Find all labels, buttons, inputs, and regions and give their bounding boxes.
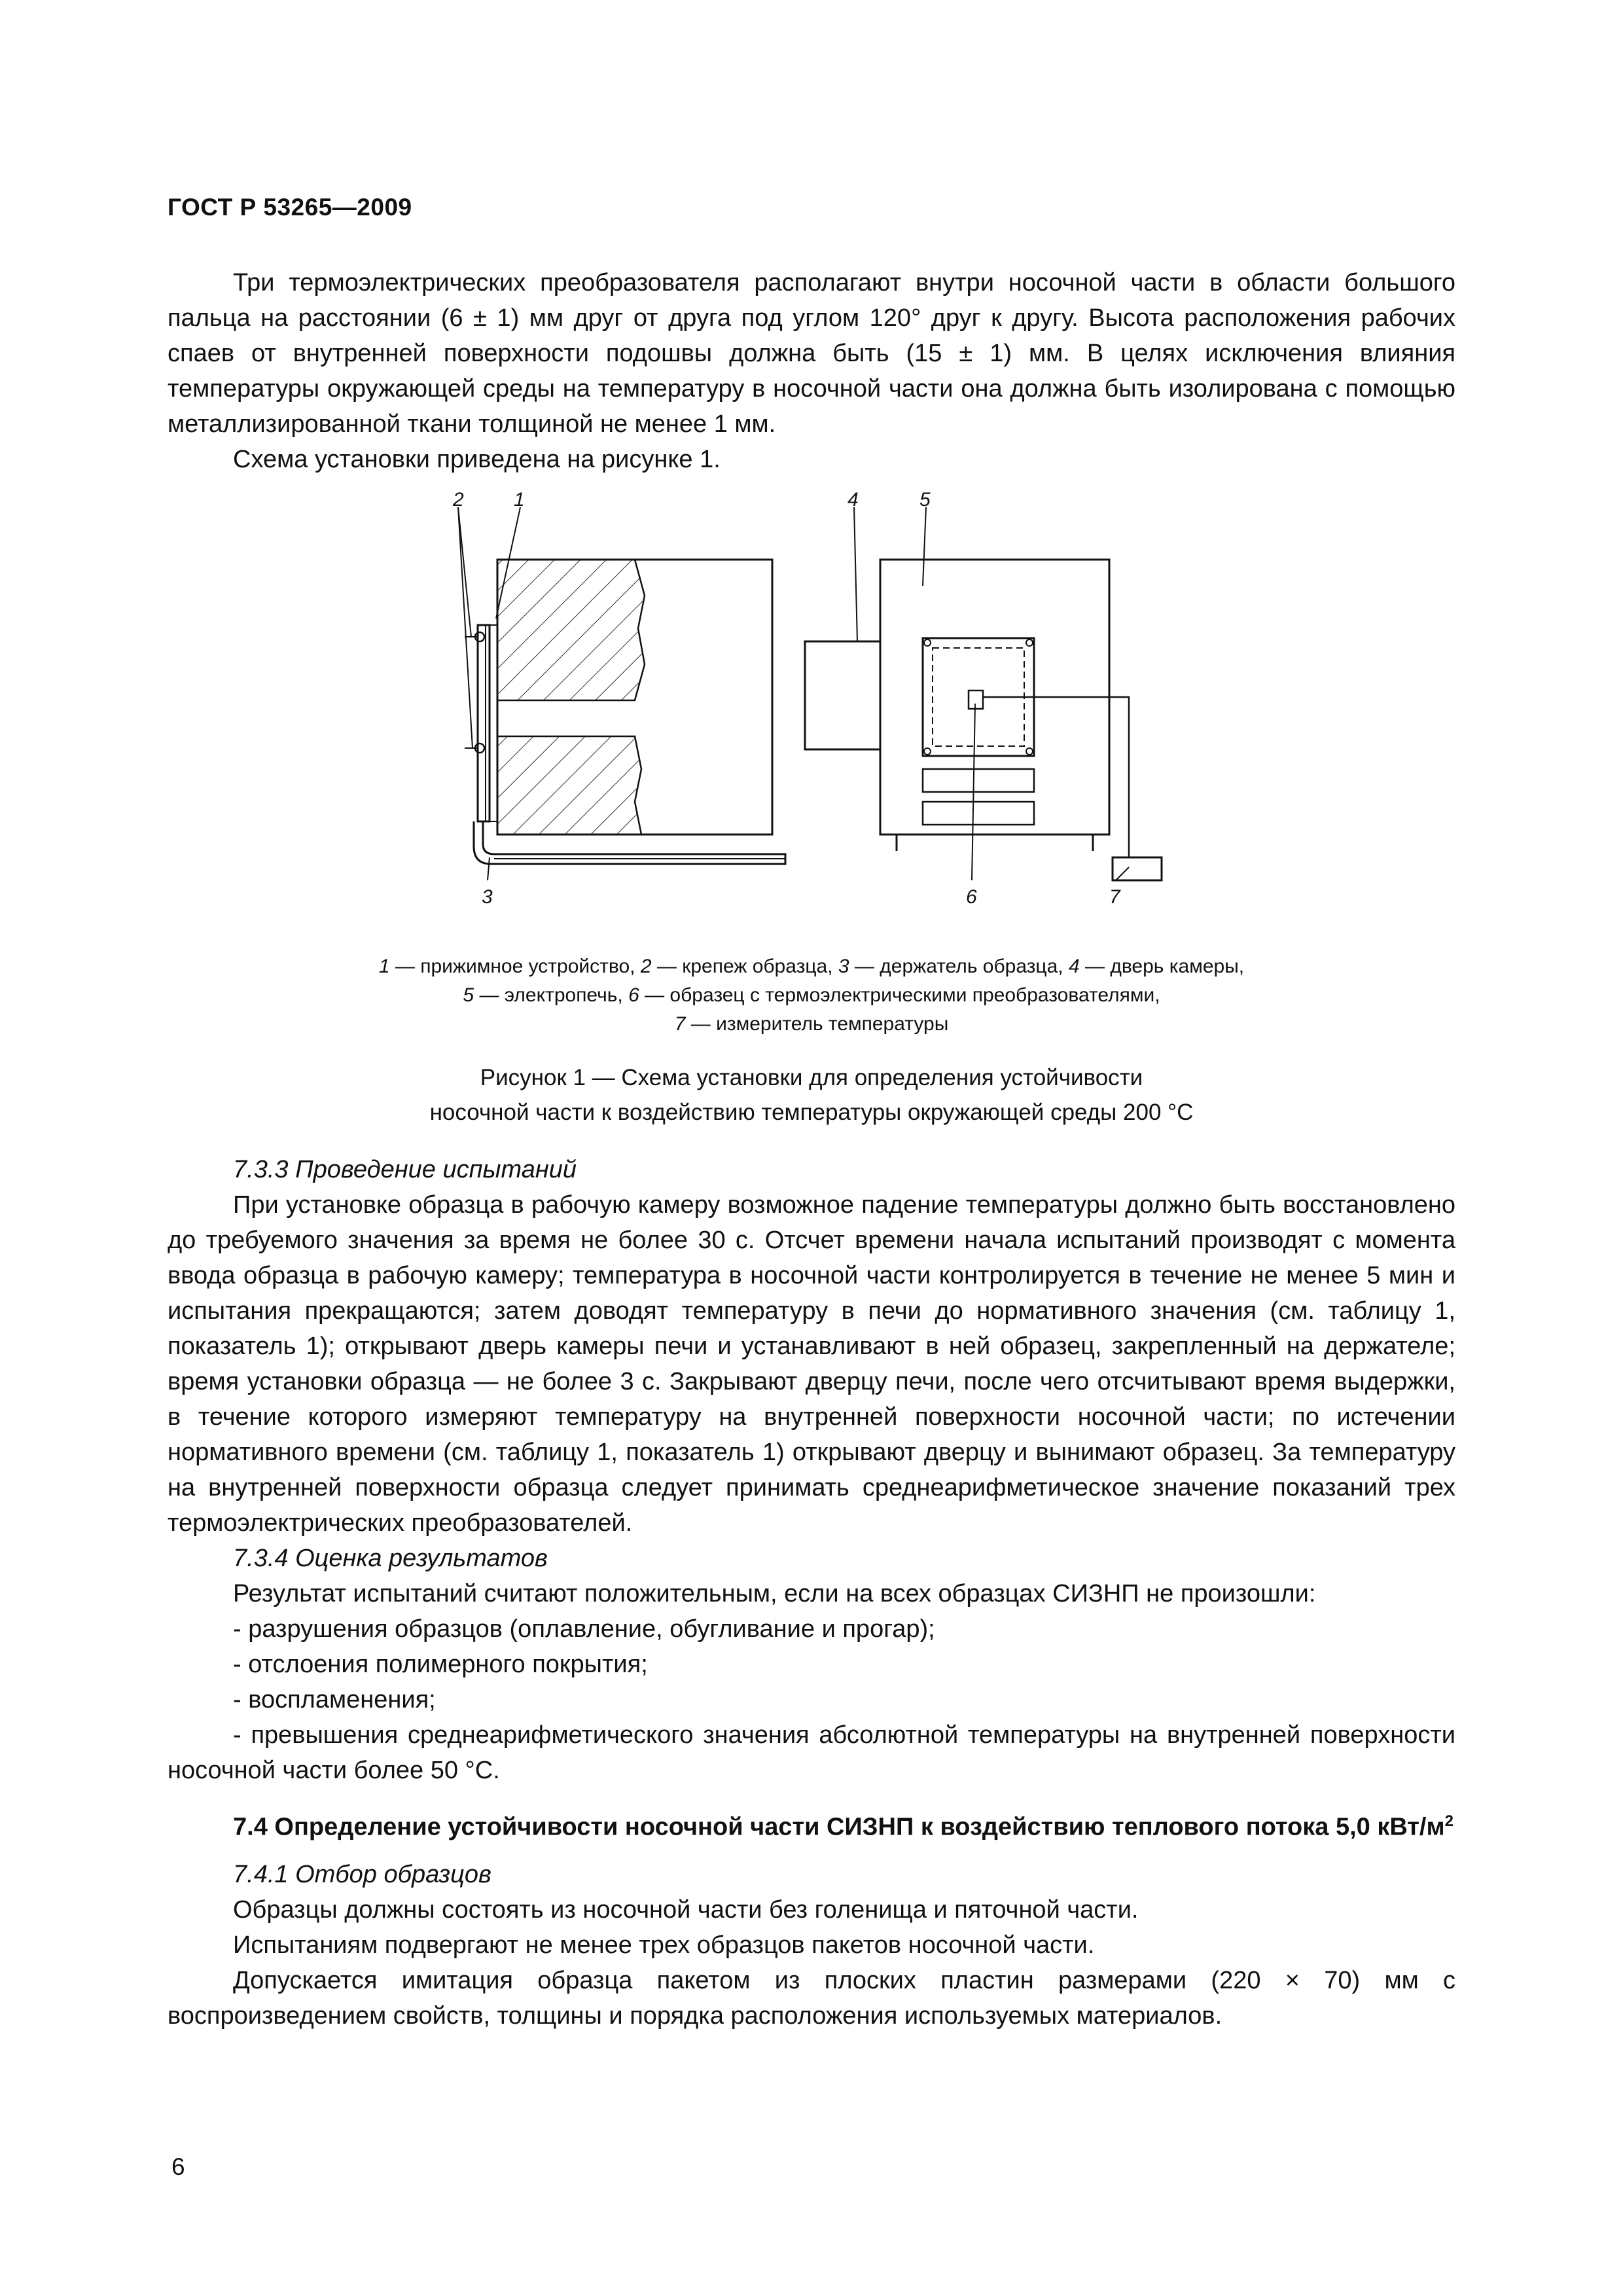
result-list-item-last: - превышения среднеарифметического значения абсолютной температуры на внутренней поверхности носочной части более 50 °С.: [168, 1721, 1455, 1784]
label-4: 4: [847, 489, 859, 511]
right-assembly: [805, 507, 1162, 880]
figure-legend: [168, 952, 1455, 1039]
clamping-plate: [478, 625, 490, 821]
label-2: 2: [453, 489, 464, 511]
section-7-4-1-p2: Испытаниям подвергают не менее трех образцов пакетов носочной части.: [233, 1931, 1095, 1959]
page-number: 6: [171, 2153, 185, 2180]
clamping-plate-inner: [486, 625, 497, 821]
sections-block: [168, 1152, 1455, 2034]
legend-line-2: 5 — электропечь, 6 — образец с термоэлектрическими преобразователями,: [463, 984, 1160, 1006]
thermocouple-wire: [983, 697, 1129, 857]
lower-panel-1: [923, 769, 1034, 792]
figure-reference: Схема установки приведена на рисунке 1.: [233, 446, 721, 473]
section-7-4-1-p3: Допускается имитация образца пакетом из плоских пластин размерами (220 × 70) мм с воспроизведением свойств, толщины и порядка расположения используемых материалов.: [168, 1966, 1455, 2030]
legend-line-3: 7 — измеритель температуры: [674, 1013, 949, 1035]
chamber-door: [805, 641, 880, 749]
specimen-with-thermocouples: [969, 691, 983, 709]
label-1: 1: [514, 489, 525, 511]
label-7: 7: [1109, 886, 1120, 908]
section-7-4-1-title: 7.4.1 Отбор образцов: [233, 1860, 491, 1888]
intro-block: [168, 265, 1455, 477]
standard-header: ГОСТ Р 53265—2009: [168, 194, 412, 221]
figure-caption: [168, 1060, 1455, 1130]
result-list-item: - воспламенения;: [233, 1686, 436, 1713]
section-7-3-3-text: При установке образца в рабочую камеру возможное падение температуры должно быть восстановлено до требуемого значения за время не более 30 с. Отсчет времени начала испытаний производят с момента ввода образца в рабочую камеру; температура в носочной части контролируется в течение не менее 5 мин и испытания прекращаются; затем доводят температуру в печи до нормативного значения (см. таблицу 1, показатель 1); открывают дверь камеры печи и устанавливают в ней образец, закрепленный на держателе; время установки образца — не более 3 с. Закрывают дверцу печи, после чего отсчитывают время выдержки, в течение которого измеряют температуру на внутренней поверхности носочной части; по истечении нормативного времени (см. таблицу 1, показатель 1) открывают дверцу и вынимают образец. За температуру на внутренней поверхности образца следует принимать среднеарифметическое значение показаний трех термоэлектрических преобразователей.: [168, 1191, 1455, 1537]
intro-paragraph: Три термоэлектрических преобразователя располагают внутри носочной части в области большого пальца на расстоянии (6 ± 1) мм друг от друга под углом 120° друг к другу. Высота расположения рабочих спаев от внутренней поверхности подошвы должна быть (15 ± 1) мм. В целях исключения влияния температуры окружающей среды на температуру в носочной части она должна быть изолирована с помощью металлизированной ткани толщиной не менее 1 мм.: [168, 269, 1455, 438]
section-7-3-4-lead: Результат испытаний считают положительным, если на всех образцах СИЗНП не произошли:: [233, 1580, 1316, 1607]
lower-panel-2: [923, 802, 1034, 825]
label-6: 6: [966, 886, 977, 908]
label-3: 3: [482, 886, 493, 908]
result-list-item: - разрушения образцов (оплавление, обугливание и прогар);: [233, 1615, 935, 1643]
section-7-3-4-title: 7.3.4 Оценка результатов: [233, 1545, 548, 1572]
hatched-upper-block: [497, 560, 645, 700]
left-assembly: [458, 507, 785, 880]
legend-line-1: 1 — прижимное устройство, 2 — крепеж образца, 3 — держатель образца, 4 — дверь камеры,: [378, 956, 1245, 977]
hatched-lower-block: [497, 736, 641, 834]
section-7-4-1-p1: Образцы должны состоять из носочной части без голенища и пяточной части.: [233, 1895, 1139, 1924]
label-5: 5: [919, 489, 931, 511]
caption-line-2: носочной части к воздействию температуры окружающей среды 200 °С: [429, 1100, 1194, 1125]
section-7-3-3-title: 7.3.3 Проведение испытаний: [233, 1156, 577, 1183]
figure-1-diagram: [419, 488, 1204, 920]
section-7-4-title: 7.4 Определение устойчивости носочной части СИЗНП к воздействию теплового потока 5,0 кВт/$м^2$: [233, 1812, 1454, 1841]
caption-line-1: Рисунок 1 — Схема установки для определения устойчивости: [480, 1065, 1143, 1090]
result-list-item: - отслоения полимерного покрытия;: [233, 1651, 648, 1678]
